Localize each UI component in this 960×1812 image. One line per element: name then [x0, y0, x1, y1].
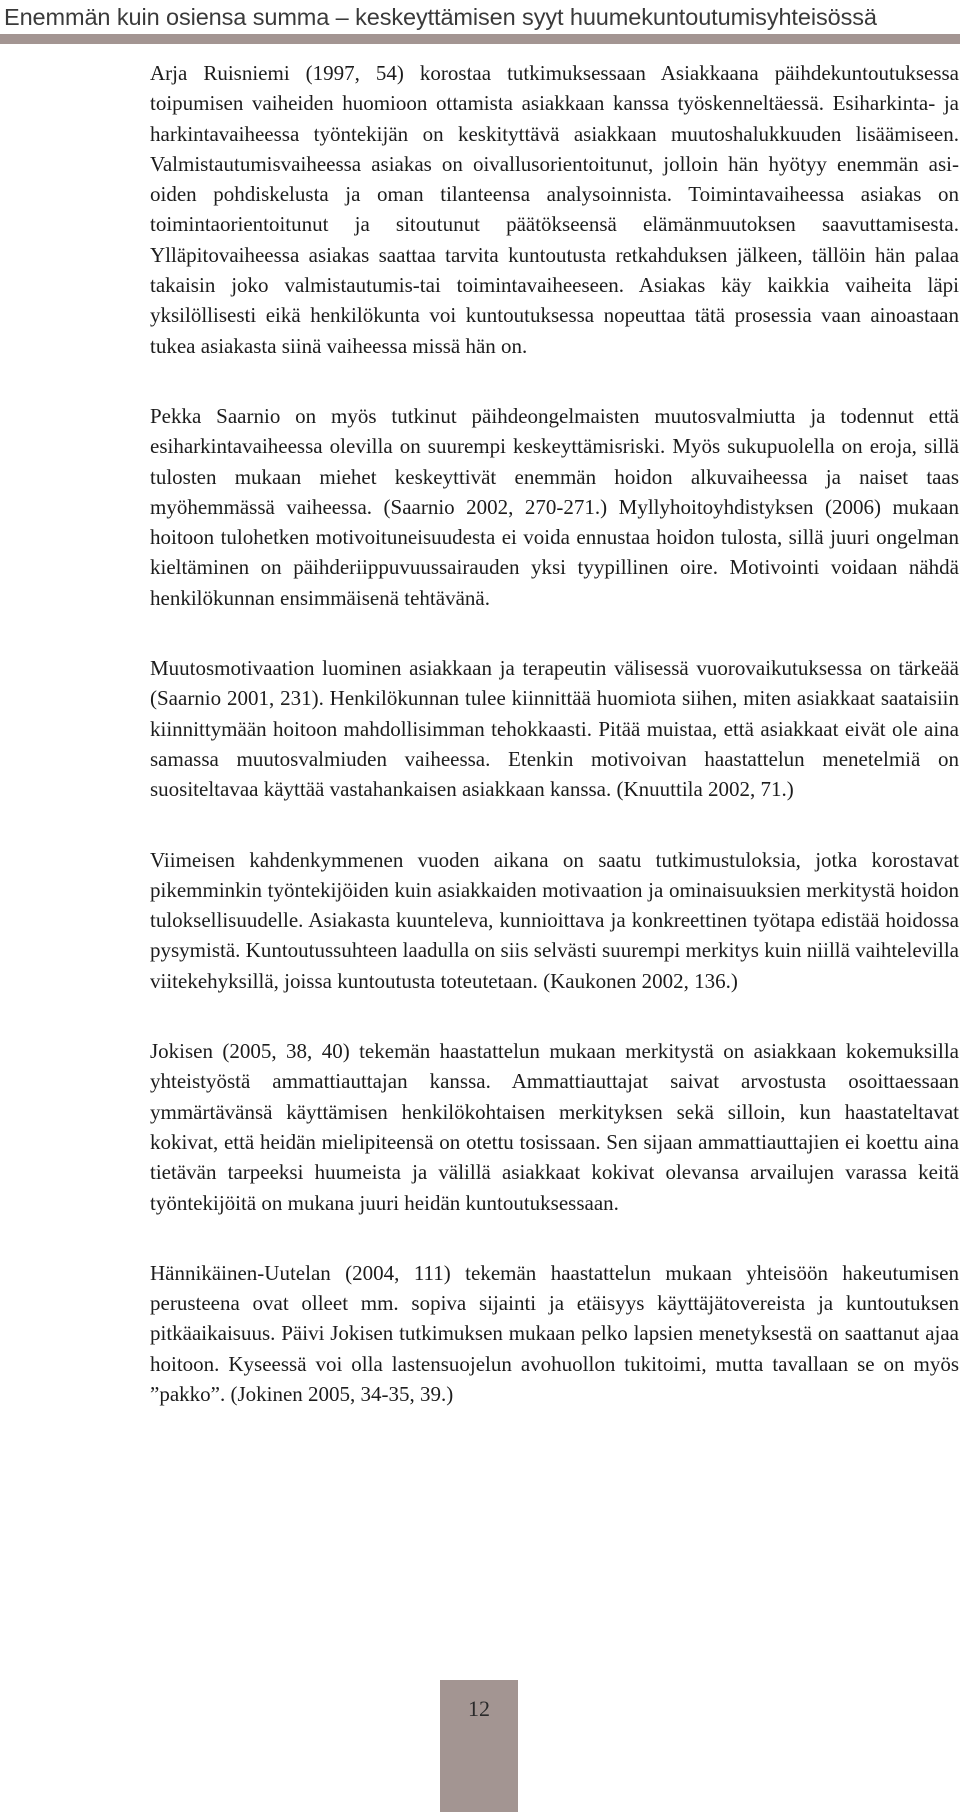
- page-body: [150, 58, 959, 1449]
- header-rule: [0, 34, 960, 44]
- running-header: [0, 0, 960, 42]
- paragraph-hannikainen: Hännikäinen-Uutelan (2004, 111) tekemän haastattelun mukaan yhteisöön hakeutumisen perusteena ovat olleet mm. sopiva sijainti ja etäisyys käyttäjätovereista ja kuntoutuksen pitkäaikaisuus. Päivi Jokisen tutkimuksen mukaan pelko lapsien menetyksestä on saattanut ajaa hoitoon. Kyseessä voi olla lastensuojelun avohuollon tukitoimi, mutta tavallaan se on myös ”pakko”. (Jokinen 2005, 34-35, 39.): [150, 1260, 959, 1406]
- paragraph-kaukonen: Viimeisen kahdenkymmenen vuoden aikana on saatu tutkimustuloksia, jotka korostavat pikemminkin työntekijöiden kuin asiakkaiden motivaation ja ominaisuuksien merkitystä hoidon tuloksellisuudelle. Asiakasta kuunteleva, kunnioittava ja konkreettinen työtapa edistää hoidossa pysymistä. Kuntoutussuhteen laadulla on siis selvästi suurempi merkitys kuin niillä vaihtelevilla viitekehyksillä, joissa kuntoutusta toteutetaan. (Kaukonen 2002, 136.): [150, 847, 959, 993]
- paragraph-muutosmotivaatio: Muutosmotivaation luominen asiakkaan ja terapeutin välisessä vuorovaikutuksessa on tärkeää (Saarnio 2001, 231). Henkilökunnan tulee kiinnittää huomiota siihen, miten asiakkaat saataisiin kiinnittymään hoitoon mahdollisimman tehokkaasti. Pitää muistaa, että asiakkaat eivät ole aina samassa muutosvalmiuden vaiheessa. Etenkin motivoivan haastattelun menetelmiä on suositeltavaa käyttää vastahankaisen asiakkaan kanssa. (Knuuttila 2002, 71.): [150, 656, 959, 802]
- page-number-tab: [440, 1680, 518, 1812]
- paragraph-jokinen: Jokisen (2005, 38, 40) tekemän haastattelun mukaan merkitystä on asiakkaan kokemuksilla yhteistyöstä ammattiauttajan kanssa. Ammattiauttajat saivat arvostusta osoittaessaan ymmärtävänsä käyttämisen henkilökohtaisen merkityksen sekä silloin, kun haastateltavat kokivat, että heidän mielipiteensä on otettu tosissaan. Sen sijaan ammattiauttajien ei koettu aina tietävän tarpeeksi huumeista ja välillä asiakkaat kokivat olevansa arvailujen varassa keitä työntekijöitä on mukana juuri heidän kuntoutuksessaan.: [150, 1039, 959, 1215]
- paragraph-saarnio: Pekka Saarnio on myös tutkinut päihdeongelmaisten muutosvalmiutta ja todennut että esiharkintavaiheessa olevilla on suurempi keskeyttämisriski. Myös sukupuolella on eroja, sillä tulosten mukaan miehet keskeyttivät enemmän hoidon alkuvaiheessa ja naiset taas myöhemmässä vaiheessa. (Saarnio 2002, 270-271.) Myllyhoitoyhdistyksen (2006) mukaan hoitoon tulohetken motivoituneisuudesta ei voida ennustaa hoidon tulosta, sillä juuri ongelman kieltäminen on päihderiippuvuussairauden yksi tyypillinen oire. Motivointi voidaan nähdä henkilökunnan ensimmäisenä tehtävänä.: [150, 403, 959, 610]
- page-number: 12: [468, 1696, 490, 1721]
- running-title: Enemmän kuin osiensa summa – keskeyttämisen syyt huumekuntoutumisyhteisössä: [4, 4, 877, 30]
- paragraph-ruisniemi: Arja Ruisniemi (1997, 54) korostaa tutkimuksessaan Asiakkaana päihdekuntoutuksessa toipumisen vaiheiden huomioon ottamista asiakkaan kanssa työskenneltäessä. Esiharkinta- ja harkintavaiheessa työntekijän on keskityttävä asiakkaan muutoshalukkuuden lisäämiseen. Valmistautumisvaiheessa asiakas on oivallusorientoitunut, jolloin hän hyötyy enemmän asioiden pohdiskelusta ja oman tilanteensa analysoinnista. Toimintavaiheessa asiakas on toimintaorientoitunut ja sitoutunut päätökseensä elämänmuutoksen saavuttamisesta. Ylläpitovaiheessa asiakas saattaa tarvita kuntoutusta retkahduksen jälkeen, tällöin hän palaa takaisin joko valmistautumis-tai toimintavaiheeseen. Asiakas käy kaikkia vaiheita läpi yksilöllisesti eikä henkilökunta voi kuntoutuksessa nopeuttaa tätä prosessia vaan ainoastaan tukea asiakasta siinä vaiheessa missä hän on.: [150, 61, 959, 358]
